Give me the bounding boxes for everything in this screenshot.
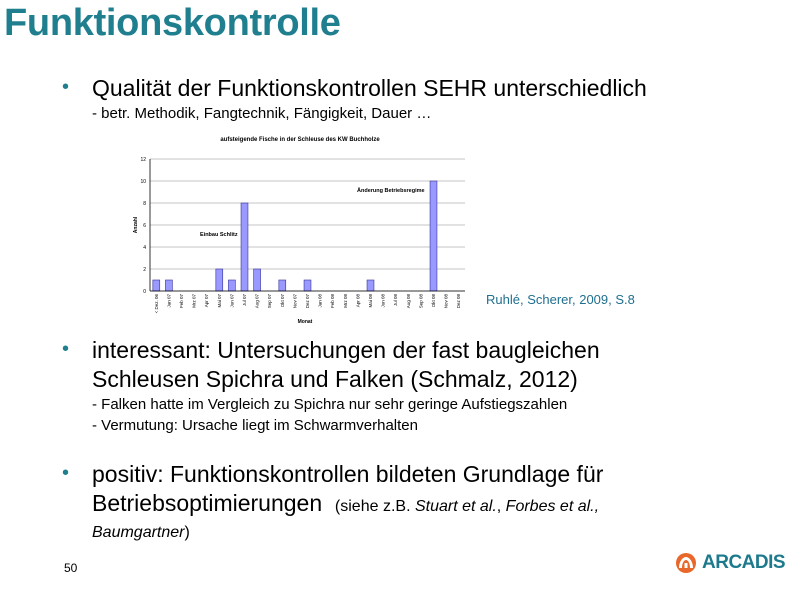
x-tick-label: Nov 08: [443, 294, 449, 309]
x-tick-label: Mai 08: [368, 294, 373, 308]
x-tick-label: Okt 07: [279, 294, 285, 308]
x-tick-label: Mrz 07: [191, 294, 197, 308]
x-axis-label: Monat: [297, 319, 313, 325]
bullet-3-note-close: ): [184, 524, 190, 541]
x-tick-label: Apr 07: [204, 294, 210, 308]
chart-grid: [140, 157, 465, 295]
bar: [165, 280, 172, 291]
bar: [430, 181, 437, 291]
bullet-2-sub-1: - Falken hatte im Vergleich zu Spichra nur sehr geringe Aufstiegszahlen: [92, 396, 568, 413]
x-tick-label: Aug 07: [254, 294, 260, 309]
bullet-1: [62, 74, 782, 124]
y-tick-label: 4: [143, 245, 146, 251]
bullet-2: [62, 336, 782, 436]
bullet-1-sub-1: - betr. Methodik, Fangtechnik, Fängigkeit, Dauer …: [92, 105, 432, 122]
bar: [228, 280, 235, 291]
x-tick-label: Nov 07: [292, 294, 298, 309]
bullet-3-line-2: Betriebsoptimierungen: [92, 490, 323, 516]
arcadis-logo: [674, 552, 785, 574]
x-tick-label: Apr 08: [355, 294, 361, 308]
bar: [241, 203, 248, 291]
y-tick-label: 6: [143, 223, 146, 229]
x-tick-label: Jun 08: [380, 294, 386, 308]
x-tick-label: Sep 08: [418, 294, 424, 309]
bullet-dot-icon: •: [62, 76, 70, 98]
x-tick-label: Dez 07: [305, 294, 310, 309]
x-tick-label: Feb 07: [179, 294, 184, 309]
x-tick-label: Mai 07: [216, 294, 222, 308]
bullet-3-line-1: positiv: Funktionskontrollen bildeten Grundlage für: [92, 461, 604, 487]
x-tick-label: Feb 08: [330, 294, 336, 309]
bullet-3-note-ref-forbes: Forbes et al.,: [505, 498, 600, 515]
slide-title: Funktionskontrolle: [4, 2, 341, 44]
logo-text: ARCADIS: [702, 552, 786, 573]
bullet-3-note-ref-stuart: Stuart et al.: [414, 498, 497, 515]
bullet-dot-icon: •: [62, 338, 70, 360]
x-tick-label: Aug 08: [405, 294, 411, 309]
x-tick-label: Jul 07: [242, 294, 247, 307]
annotation-aenderung-betriebsregime: Änderung Betriebsregime: [357, 188, 425, 194]
bullet-3-note-sep: ,: [496, 498, 506, 515]
bullet-2-line-1: interessant: Untersuchungen der fast baugleichen: [92, 337, 600, 363]
chart-x-labels: [154, 294, 461, 314]
annotation-einbau-schlitz: Einbau Schlitz: [200, 232, 238, 238]
y-tick-label: 2: [143, 267, 146, 273]
bullet-2-sub-2: - Vermutung: Ursache liegt im Schwarmverhalten: [92, 417, 418, 434]
page-number: 50: [64, 561, 78, 575]
y-tick-label: 8: [143, 201, 146, 207]
bullet-3-note-open: (siehe z.B.: [334, 498, 415, 515]
bar: [153, 280, 160, 291]
bar: [254, 269, 261, 291]
x-tick-label: Mrz 08: [342, 294, 348, 308]
bar: [367, 280, 374, 291]
arcadis-logo-icon: [674, 552, 698, 574]
bar: [304, 280, 311, 291]
x-tick-label: Sep 07: [267, 294, 273, 309]
source-citation: Ruhlé, Scherer, 2009, S.8: [486, 292, 635, 307]
x-tick-label: Jan 08: [317, 294, 323, 308]
x-tick-label: Dez 08: [456, 294, 462, 309]
y-tick-label: 0: [143, 289, 146, 295]
x-tick-label: < Dez. 06: [153, 294, 159, 314]
bar: [279, 280, 286, 291]
y-axis-label: Anzahl: [133, 216, 139, 234]
x-tick-label: Jan 07: [166, 294, 172, 308]
bullet-1-text: Qualität der Funktionskontrollen SEHR unterschiedlich: [92, 75, 647, 101]
bullet-3-note-ref-baumgartner: Baumgartner: [92, 524, 185, 541]
bullet-dot-icon: •: [62, 462, 70, 484]
bullet-3: [62, 460, 782, 545]
bar: [216, 269, 223, 291]
y-tick-label: 10: [140, 179, 146, 185]
chart-title: aufsteigende Fische in der Schleuse des KW Buchholze: [220, 137, 380, 143]
fish-count-chart: [120, 132, 465, 332]
bullet-2-line-2: Schleusen Spichra und Falken (Schmalz, 2012): [92, 366, 578, 392]
x-tick-label: Jul 08: [393, 294, 399, 307]
chart-bars: [153, 181, 437, 291]
x-tick-label: Jun 07: [229, 294, 235, 308]
y-tick-label: 12: [140, 157, 146, 163]
x-tick-label: Okt 08: [431, 294, 436, 308]
